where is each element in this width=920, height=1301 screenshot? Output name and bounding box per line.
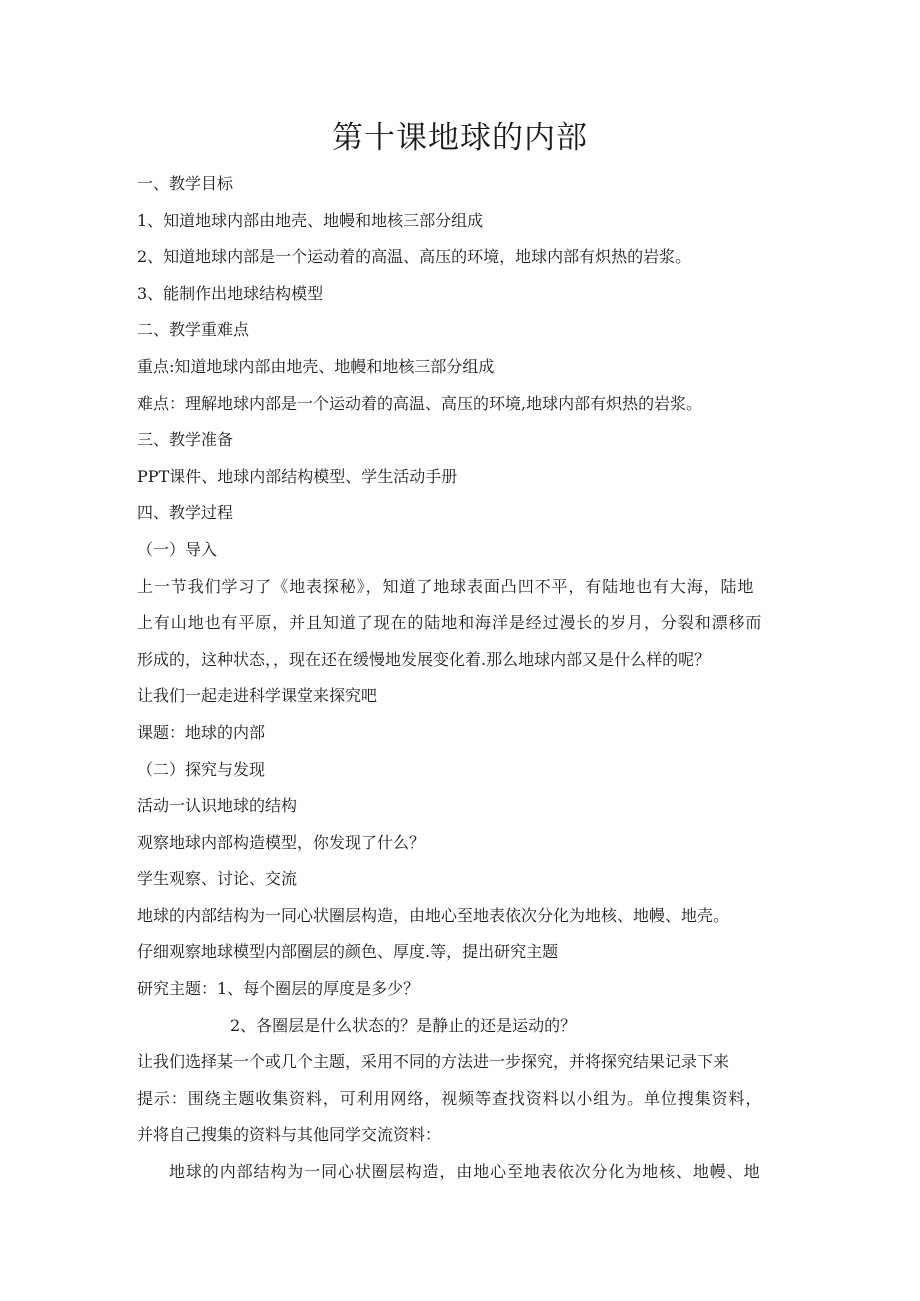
difficult-point: 难点：理解地球内部是一个运动着的高温、高压的环境,地球内部有炽热的岩浆。 [137,393,703,413]
page-title: 第十课地球的内部 [332,120,588,156]
intro-paragraph-line: 上有山地也有平原，并且知道了现在的陆地和海洋是经过漫长的岁月，分裂和漂移而 [137,613,763,633]
objective-item-1: 1、知道地球内部由地壳、地幔和地核三部分组成 [137,210,484,230]
activity-text: 让我们选择某一个或几个主题，采用不同的方法进一步探究，并将探究结果记录下来 [137,1052,730,1072]
lesson-topic: 课题：地球的内部 [137,722,266,742]
activity-heading: 活动一认识地球的结构 [137,796,298,816]
section-heading-preparation: 三、教学准备 [137,430,234,450]
preparation-materials: PPT课件、地球内部结构模型、学生活动手册 [137,466,458,486]
intro-paragraph-line: 上一节我们学习了《地表探秘》，知道了地球表面凸凹不平，有陆地也有大海，陆地 [137,576,755,596]
activity-text: 学生观察、讨论、交流 [137,869,298,889]
research-topic-2: 2、各圈层是什么状态的？是静止的还是运动的？ [230,1015,577,1035]
intro-paragraph-line: 让我们一起走进科学课堂来探究吧 [137,686,378,706]
objective-item-3: 3、能制作出地球结构模型 [137,283,324,303]
activity-text: 仔细观察地球模型内部圈层的颜色、厚度.等，提出研究主题 [137,942,559,962]
key-point: 重点:知道地球内部由地壳、地幔和地核三部分组成 [137,356,495,376]
research-topic-1: 研究主题：1、每个圈层的厚度是多少？ [137,979,420,999]
intro-paragraph-line: 形成的，这种状态，，现在还在缓慢地发展变化着.那么地球内部又是什么样的呢？ [137,649,711,669]
section-heading-objectives: 一、教学目标 [137,174,234,193]
activity-text: 地球的内部结构为一同心状圈层构造，由地心至地表依次分化为地核、地幔、地壳。 [137,905,730,925]
structure-paragraph-line: 地球的内部结构为一同心状圈层构造，由地心至地表依次分化为地核、地幔、地 [169,1162,761,1182]
subsection-heading-explore: （二）探究与发现 [137,759,266,779]
objective-item-2: 2、知道地球内部是一个运动着的高温、高压的环境，地球内部有炽热的岩浆。 [137,247,692,267]
subsection-heading-intro: （一）导入 [137,539,218,559]
hint-paragraph-line: 提示：围绕主题收集资料，可利用网络，视频等查找资料以小组为。单位搜集资料， [137,1088,763,1108]
section-heading-key-points: 二、教学重难点 [137,320,250,340]
hint-paragraph-line: 并将自己搜集的资料与其他同学交流资料： [137,1125,442,1145]
activity-question: 观察地球内部构造模型，你发现了什么？ [137,832,426,852]
document-body [137,170,777,1195]
section-heading-process: 四、教学过程 [137,503,234,523]
